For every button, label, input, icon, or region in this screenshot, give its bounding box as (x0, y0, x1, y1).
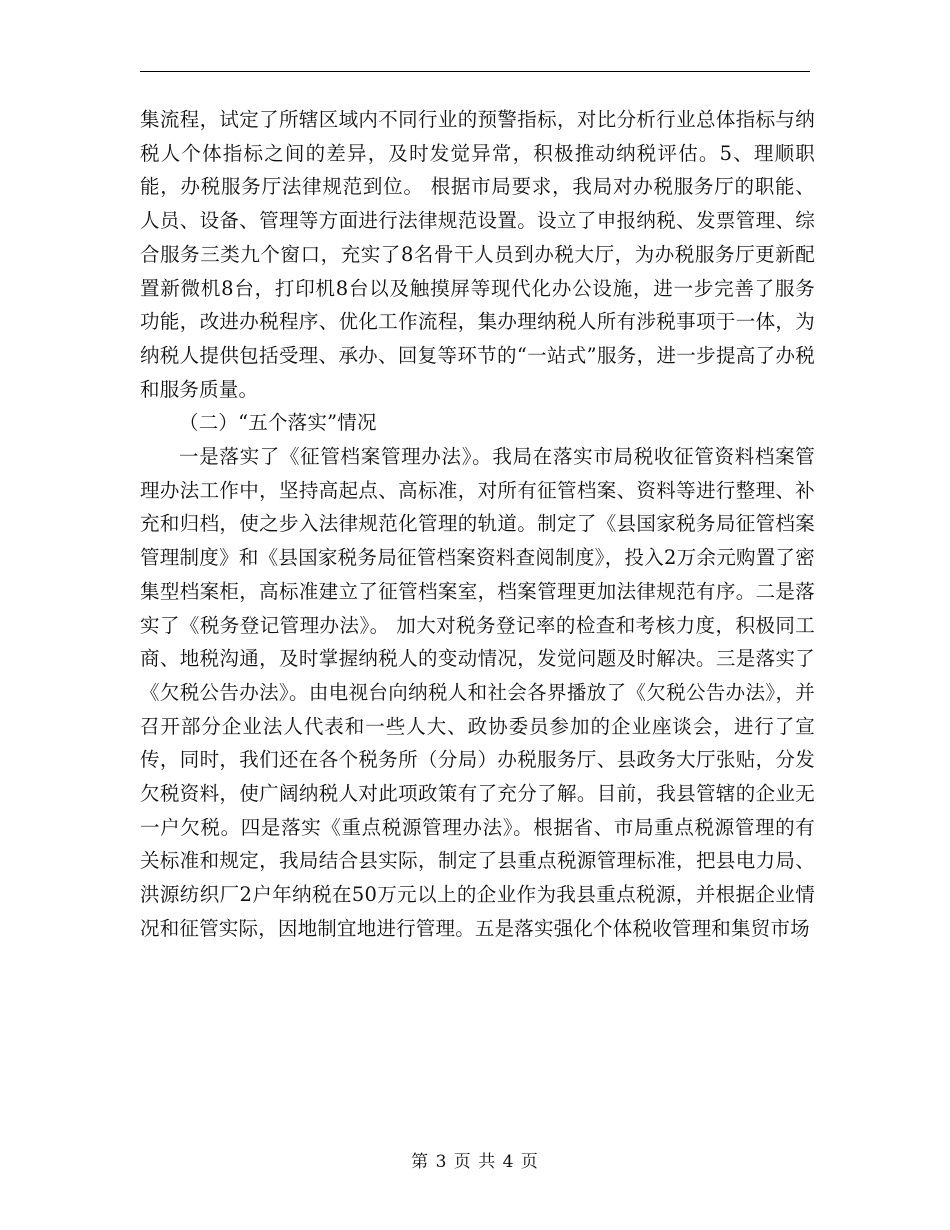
header-rule (140, 71, 810, 72)
page-footer (0, 1147, 950, 1172)
paragraph-continuation: 集流程，试定了所辖区域内不同行业的预警指标，对比分析行业总体指标与纳税人个体指标之间的差异，及时发觉异常，积极推动纳税评估。5、理顺职能，办税服务厅法律规范到位。 根据市局要求，我局对办税服务厅的职能、人员、设备、管理等方面进行法律规范设置。设立了申报纳税、发票管理、综合服务三类九个窗口，充实了8名骨干人员到办税大厅，为办税服务厅更新配置新微机8台，打印机8台以及触摸屏等现代化办公设施，进一步完善了服务功能，改进办税程序、优化工作流程，集办理纳税人所有涉税事项于一体，为纳税人提供包括受理、承办、回复等环节的“一站式”服务，进一步提高了办税和服务质量。 (140, 108, 815, 401)
paragraph-five-implementations: 一是落实了《征管档案管理办法》。我局在落实市局税收征管资料档案管理办法工作中，坚持高起点、高标准，对所有征管档案、资料等进行整理、补充和归档，使之步入法律规范化管理的轨道。制定了《县国家税务局征管档案管理制度》和《县国家税务局征管档案资料查阅制度》，投入2万余元购置了密集型档案柜，高标准建立了征管档案室，档案管理更加法律规范有序。二是落实了《税务登记管理办法》。 加大对税务登记率的检查和考核力度，积极同工商、地税沟通，及时掌握纳税人的变动情况，发觉问题及时解决。三是落实了《欠税公告办法》。由电视台向纳税人和社会各界播放了《欠税公告办法》，并召开部分企业法人代表和一些人大、政协委员参加的企业座谈会，进行了宣传，同时，我们还在各个税务所（分局）办税服务厅、县政务大厅张贴，分发欠税资料，使广阔纳税人对此项政策有了充分了解。目前，我县管辖的企业无一户欠税。四是落实《重点税源管理办法》。根据省、市局重点税源管理的有关标准和规定，我局结合县实际，制定了县重点税源管理标准，把县电力局、洪源纺织厂2户年纳税在50万元以上的企业作为我县重点税源，并根据企业情况和征管实际，因地制宜地进行管理。五是落实强化个体税收管理和集贸市场 (140, 445, 815, 940)
section-heading: （二）“五个落实”情况 (179, 411, 377, 435)
page-number-label: 第 3 页 共 4 页 (411, 1152, 539, 1172)
body-text (140, 103, 815, 946)
